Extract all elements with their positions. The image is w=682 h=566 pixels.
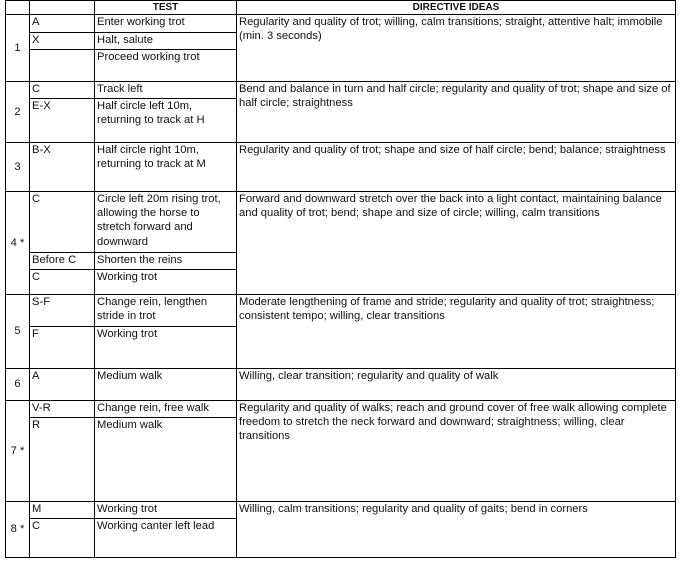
- letter-cell: Before C: [30, 253, 95, 270]
- letter-header: [30, 1, 95, 15]
- letter-cell: C: [30, 519, 95, 558]
- movement-number: 4 *: [6, 192, 30, 295]
- letter-cell: [30, 50, 95, 82]
- test-cell: Shorten the reins: [95, 253, 237, 270]
- letter-cell: C: [30, 82, 95, 99]
- directive-cell: Willing, calm transitions; regularity and quality of gaits; bend in corners: [237, 502, 676, 558]
- letter-cell: C: [30, 270, 95, 295]
- movement-number: 5: [6, 295, 30, 369]
- letter-cell: M: [30, 502, 95, 519]
- directive-cell: Regularity and quality of walks; reach and ground cover of free walk allowing complete freedom to stretch the neck forward and downward; straightness; willing, clear transitions: [237, 401, 676, 502]
- directive-cell: Regularity and quality of trot; willing, calm transitions; straight, attentive halt; immobile (min. 3 seconds): [237, 15, 676, 82]
- directive-cell: Regularity and quality of trot; shape and size of half circle; bend; balance; straightness: [237, 143, 676, 192]
- test-table: [5, 0, 676, 558]
- dressage-test-sheet: [5, 0, 675, 560]
- test-cell: Change rein, lengthen stride in trot: [95, 295, 237, 327]
- table-row: [6, 369, 676, 401]
- letter-cell: A: [30, 369, 95, 401]
- movement-number: 2: [6, 82, 30, 143]
- letter-cell: B-X: [30, 143, 95, 192]
- directive-cell: Moderate lengthening of frame and stride; regularity and quality of trot; straightness; consistent tempo; willing, clear transitions: [237, 295, 676, 369]
- table-row: [6, 143, 676, 192]
- movement-number: 6: [6, 369, 30, 401]
- letter-cell: R: [30, 418, 95, 502]
- letter-cell: F: [30, 327, 95, 369]
- letter-cell: X: [30, 33, 95, 50]
- test-cell: Working trot: [95, 327, 237, 369]
- movement-number: 8 *: [6, 502, 30, 558]
- table-row: [6, 192, 676, 253]
- letter-cell: A: [30, 15, 95, 33]
- letter-cell: C: [30, 192, 95, 253]
- test-cell: Halt, salute: [95, 33, 237, 50]
- letter-cell: E-X: [30, 99, 95, 143]
- table-row: [6, 502, 676, 519]
- test-cell: Track left: [95, 82, 237, 99]
- test-cell: Proceed working trot: [95, 50, 237, 82]
- letter-cell: S-F: [30, 295, 95, 327]
- movement-number: 1: [6, 15, 30, 82]
- test-header: TEST: [95, 1, 237, 15]
- table-row: [6, 15, 676, 33]
- test-cell: Half circle right 10m, returning to track at M: [95, 143, 237, 192]
- header-row: [6, 1, 676, 15]
- test-cell: Half circle left 10m, returning to track at H: [95, 99, 237, 143]
- test-cell: Working canter left lead: [95, 519, 237, 558]
- letter-cell: V-R: [30, 401, 95, 418]
- test-cell: Change rein, free walk: [95, 401, 237, 418]
- table-row: [6, 401, 676, 418]
- test-cell: Enter working trot: [95, 15, 237, 33]
- table-row: [6, 82, 676, 99]
- directive-cell: Forward and downward stretch over the back into a light contact, maintaining balance and quality of trot; bend; shape and size of circle; willing, calm transitions: [237, 192, 676, 295]
- test-cell: Working trot: [95, 502, 237, 519]
- table-row: [6, 295, 676, 327]
- number-header: [6, 1, 30, 15]
- directive-ideas-header: DIRECTIVE IDEAS: [237, 1, 676, 15]
- test-cell: Medium walk: [95, 418, 237, 502]
- directive-cell: Bend and balance in turn and half circle; regularity and quality of trot; shape and size of half circle; straightness: [237, 82, 676, 143]
- test-cell: Working trot: [95, 270, 237, 295]
- movement-number: 7 *: [6, 401, 30, 502]
- movement-number: 3: [6, 143, 30, 192]
- directive-cell: Willing, clear transition; regularity and quality of walk: [237, 369, 676, 401]
- test-cell: Circle left 20m rising trot, allowing the horse to stretch forward and downward: [95, 192, 237, 253]
- test-cell: Medium walk: [95, 369, 237, 401]
